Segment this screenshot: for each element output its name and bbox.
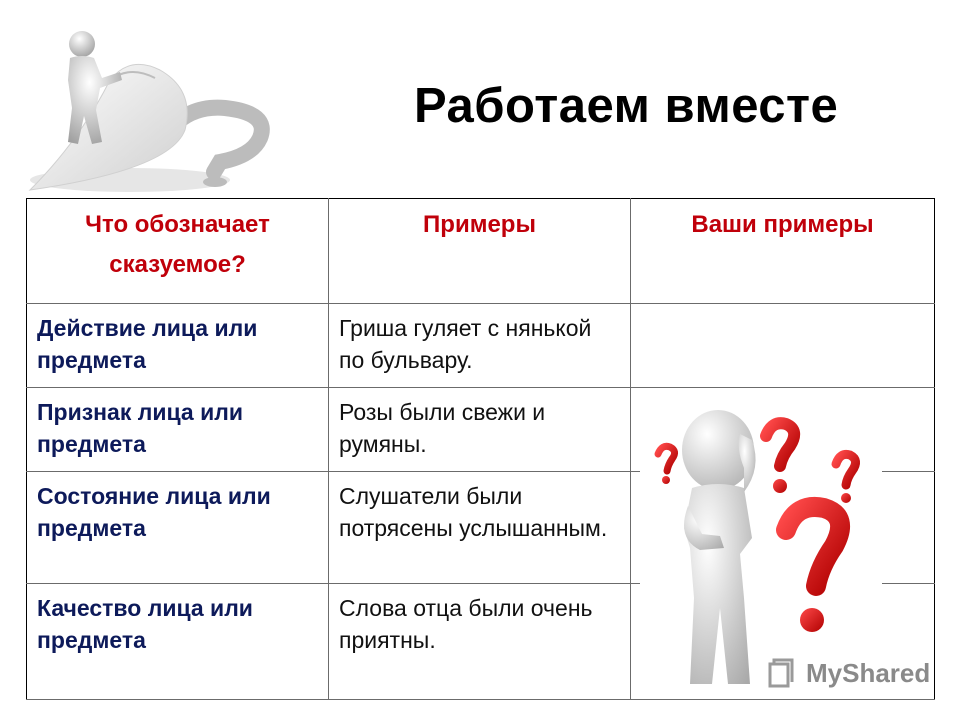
example-cell: Гриша гуляет с нянькой по бульвару.: [329, 304, 631, 388]
header-examples: Примеры: [329, 199, 631, 304]
table-header-row: [27, 199, 935, 304]
meaning-cell: Действие лица или предмета: [27, 304, 329, 388]
meaning-cell: Качество лица или предмета: [27, 584, 329, 700]
header-your-examples: Ваши примеры: [631, 199, 935, 304]
watermark-text: MyShared: [806, 658, 931, 688]
meaning-cell: Состояние лица или предмета: [27, 472, 329, 584]
figure-peeling-page-icon: [20, 20, 280, 195]
meaning-cell: Признак лица или предмета: [27, 388, 329, 472]
your-example-cell[interactable]: [631, 304, 935, 388]
header-meaning: Что обозначает сказуемое?: [27, 199, 329, 304]
example-cell: Слова отца были очень приятны.: [329, 584, 631, 700]
example-cell: Розы были свежи и румяны.: [329, 388, 631, 472]
table-row: [27, 304, 935, 388]
example-cell: Слушатели были потрясены услышанным.: [329, 472, 631, 584]
page-title: Работаем вместе: [414, 79, 839, 133]
thinking-figure-icon: [640, 388, 882, 688]
